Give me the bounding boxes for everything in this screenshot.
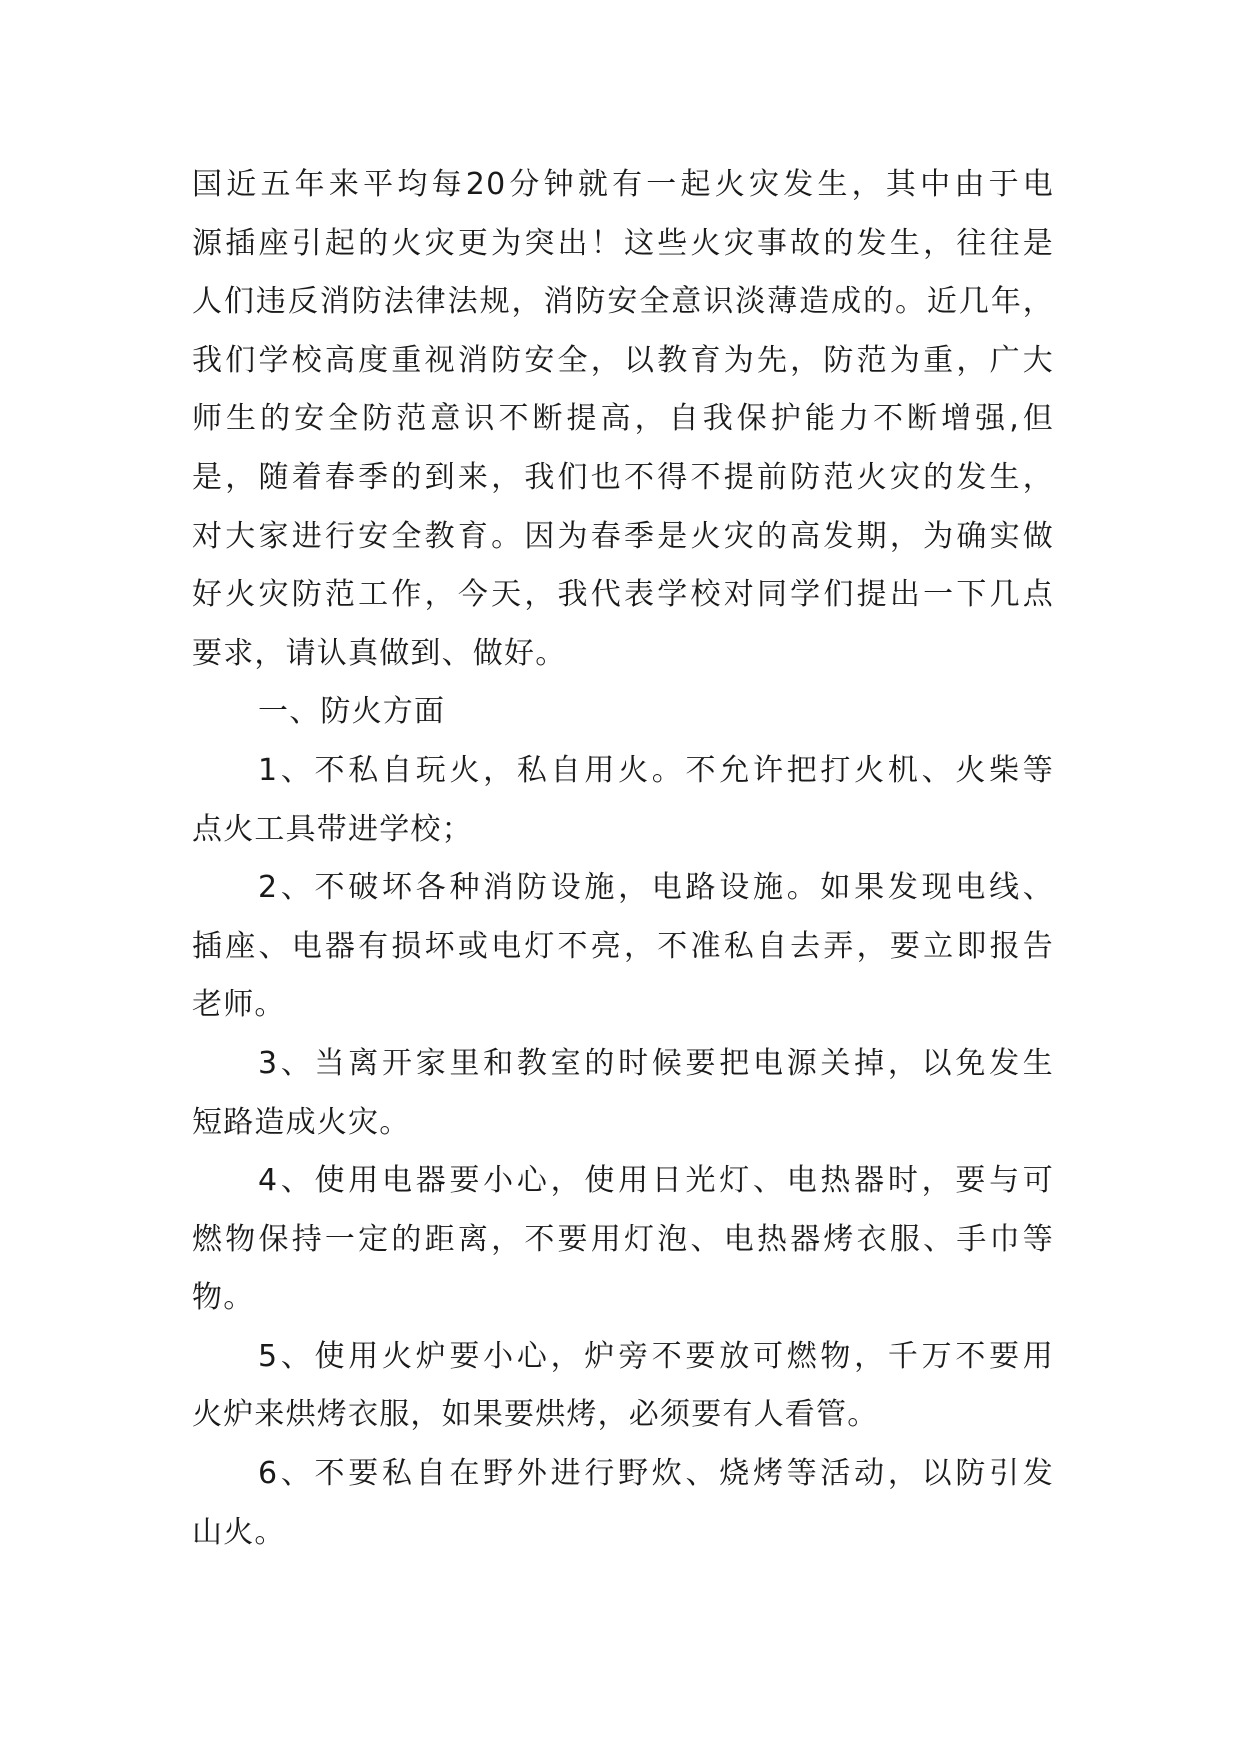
text-line: 国近五年来平均每20分钟就有一起火灾发生，其中由于电 <box>192 167 1054 202</box>
text-line: 一、防火方面 <box>258 694 446 730</box>
text-line: 燃物保持一定的距离，不要用灯泡、电热器烤衣服、手巾等 <box>192 1221 1054 1257</box>
text-line: 要求，请认真做到、做好。 <box>192 635 567 671</box>
paragraph <box>192 683 1054 742</box>
text-line: 1、不私自玩火，私自用火。不允许把打火机、火柴等 <box>258 752 1054 788</box>
text-line: 老师。 <box>192 987 286 1023</box>
text-line: 插座、电器有损坏或电灯不亮，不准私自去弄，要立即报告 <box>192 928 1054 964</box>
paragraph <box>192 1152 1054 1328</box>
paragraph <box>192 156 1054 683</box>
paragraph <box>192 859 1054 1035</box>
text-line: 人们违反消防法律法规，消防安全意识淡薄造成的。近几年， <box>192 284 1054 320</box>
text-line: 点火工具带进学校； <box>192 811 473 847</box>
paragraph <box>192 1328 1054 1445</box>
text-line: 源插座引起的火灾更为突出！这些火灾事故的发生，往往是 <box>192 225 1054 261</box>
text-line: 物。 <box>192 1280 255 1316</box>
paragraph <box>192 1035 1054 1152</box>
text-line: 是，随着春季的到来，我们也不得不提前防范火灾的发生， <box>192 459 1054 495</box>
text-line: 好火灾防范工作，今天，我代表学校对同学们提出一下几点 <box>192 577 1054 613</box>
text-line: 火炉来烘烤衣服，如果要烘烤，必须要有人看管。 <box>192 1397 879 1433</box>
document-body <box>192 156 1054 1562</box>
text-line: 对大家进行安全教育。因为春季是火灾的高发期，为确实做 <box>192 518 1054 554</box>
text-line: 4、使用电器要小心，使用日光灯、电热器时，要与可 <box>258 1163 1054 1199</box>
text-line: 2、不破坏各种消防设施，电路设施。如果发现电线、 <box>258 870 1054 906</box>
text-line: 5、使用火炉要小心，炉旁不要放可燃物，千万不要用 <box>258 1338 1054 1374</box>
text-line: 师生的安全防范意识不断提高，自我保护能力不断增强,但 <box>192 401 1054 437</box>
paragraph <box>192 1445 1054 1562</box>
text-line: 山火。 <box>192 1514 286 1550</box>
paragraph <box>192 742 1054 859</box>
text-line: 我们学校高度重视消防安全，以教育为先，防范为重，广大 <box>192 342 1054 378</box>
text-line: 短路造成火灾。 <box>192 1104 411 1140</box>
text-line: 3、当离开家里和教室的时候要把电源关掉，以免发生 <box>258 1045 1054 1081</box>
text-line: 6、不要私自在野外进行野炊、烧烤等活动，以防引发 <box>258 1456 1054 1492</box>
